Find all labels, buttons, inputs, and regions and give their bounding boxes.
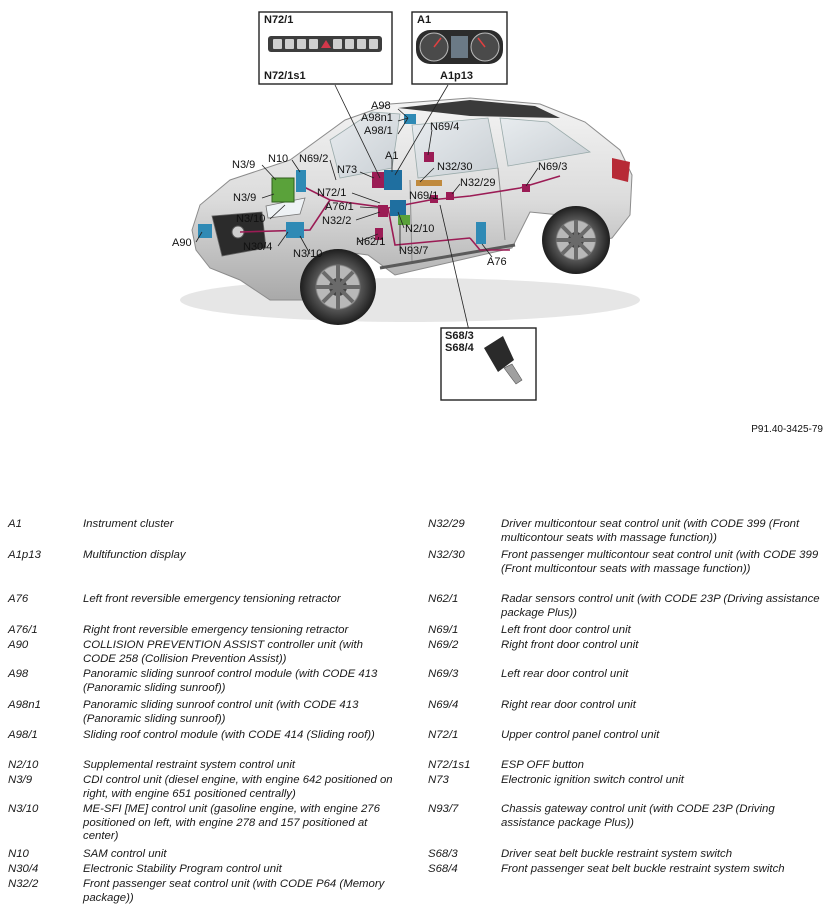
legend-code: N3/10 [8, 803, 39, 815]
callout-a90: A90 [172, 237, 192, 249]
legend-code: N30/4 [8, 863, 39, 875]
callout-n69-2: N69/2 [299, 153, 329, 165]
legend-code: N93/7 [428, 803, 459, 815]
legend-code: N32/29 [428, 518, 465, 530]
legend-code: A98/1 [8, 729, 38, 741]
component-a1 [384, 170, 402, 190]
callout-n10: N10 [268, 153, 289, 165]
legend-description: Front passenger multicontour seat control unit (with CODE 399 (Front multicontour seats with massage function)) [501, 549, 819, 575]
callout-a98-1: A98/1 [364, 125, 393, 137]
legend-code: N3/9 [8, 774, 33, 786]
callout-n72-1: N72/1 [317, 187, 347, 199]
legend-code: A98n1 [8, 699, 41, 711]
callout-n69-4: N69/4 [430, 121, 460, 133]
callout-n69-1: N69/1 [409, 190, 439, 202]
callout-n3-9-top: N3/9 [232, 159, 256, 171]
vehicle-illustration [0, 0, 833, 440]
callout-n73: N73 [337, 164, 358, 176]
legend-code: N62/1 [428, 593, 459, 605]
legend-description: Left front reversible emergency tensioning retractor [83, 593, 341, 605]
legend-description: Radar sensors control unit (with CODE 23P (Driving assistance package Plus)) [501, 593, 820, 619]
callout-n2-10: N2/10 [405, 223, 435, 235]
legend-description: Right rear door control unit [501, 699, 636, 711]
legend-code: N69/4 [428, 699, 459, 711]
legend-description: Electronic ignition switch control unit [501, 774, 684, 786]
legend-code: A76/1 [8, 624, 38, 636]
legend-description: Right front reversible emergency tensioning retractor [83, 624, 349, 636]
inset-label-s68-4: S68/4 [445, 342, 474, 354]
component-n10 [296, 170, 306, 192]
legend-description: Upper control panel control unit [501, 729, 660, 741]
legend-code: A76 [8, 593, 29, 605]
legend-description: ESP OFF button [501, 759, 584, 771]
callout-a98n1: A98n1 [361, 112, 393, 124]
component-n30-4 [286, 222, 304, 238]
legend-description: Driver multicontour seat control unit (with CODE 399 (Front multicontour seats with massage function)) [501, 518, 800, 544]
component-n3-9 [272, 178, 294, 202]
legend-description: Right front door control unit [501, 639, 639, 651]
rear-wheel [542, 206, 610, 274]
legend-description: Front passenger seat belt buckle restraint system switch [501, 863, 785, 875]
legend-description: Electronic Stability Program control unit [83, 863, 282, 875]
callout-a76: A76 [487, 256, 507, 268]
legend-description: Left rear door control unit [501, 668, 629, 680]
legend-code: N2/10 [8, 759, 39, 771]
legend-code: N10 [8, 848, 29, 860]
callout-n62-1: N62/1 [356, 236, 386, 248]
legend-code: A1 [8, 518, 22, 530]
callout-a1: A1 [385, 150, 399, 162]
front-wheel [300, 249, 376, 325]
vehicle-component-diagram [0, 0, 833, 440]
legend-description: Sliding roof control module (with CODE 414 (Sliding roof)) [83, 729, 375, 741]
legend-description: Multifunction display [83, 549, 186, 561]
component-n2-10 [390, 200, 406, 216]
inset-label-s68-3: S68/3 [445, 330, 474, 342]
legend-description: Supplemental restraint system control unit [83, 759, 296, 771]
legend-code: A90 [8, 639, 29, 651]
legend-description: Panoramic sliding sunroof control module (with CODE 413 (Panoramic sliding sunroof)) [83, 668, 378, 694]
component-n69-4 [424, 152, 434, 162]
legend-description: Left front door control unit [501, 624, 631, 636]
legend-code: A98 [8, 668, 29, 680]
legend-code: N32/2 [8, 878, 39, 890]
callout-n30-4: N30/4 [243, 241, 273, 253]
inset-label-a1p13: A1p13 [440, 70, 474, 82]
callout-n32-2: N32/2 [322, 215, 352, 227]
figure-reference: P91.40-3425-79 [751, 424, 823, 435]
legend-description: Chassis gateway control unit (with CODE 23P (Driving assistance package Plus)) [501, 803, 775, 829]
callout-a76-1: A76/1 [325, 201, 354, 213]
legend-code: N72/1 [428, 729, 459, 741]
taillight [612, 158, 630, 182]
legend-code: N72/1s1 [428, 759, 471, 771]
legend-code: N69/3 [428, 668, 459, 680]
legend-code: N69/2 [428, 639, 459, 651]
legend-description: Driver seat belt buckle restraint system switch [501, 848, 733, 860]
inset-label-n72-1: N72/1 [264, 14, 294, 26]
callout-n3-10-bottom: N3/10 [293, 248, 323, 260]
callout-n3-10-left: N3/10 [236, 213, 266, 225]
legend-code: S68/4 [428, 863, 458, 875]
callout-n93-7: N93/7 [399, 245, 429, 257]
callout-n32-29: N32/29 [460, 177, 496, 189]
component-n32-2 [378, 205, 388, 217]
callout-a98: A98 [371, 100, 391, 112]
component-n32-30 [416, 180, 442, 186]
inset-label-n72-1s1: N72/1s1 [264, 70, 306, 82]
legend-code: N73 [428, 774, 449, 786]
legend-description: CDI control unit (diesel engine, with engine 642 positioned on right, with engine 651 positioned centrally) [83, 774, 393, 800]
component-a76 [476, 222, 486, 244]
callout-n69-3: N69/3 [538, 161, 568, 173]
inset-label-a1: A1 [417, 14, 432, 26]
legend-code: A1p13 [8, 549, 41, 561]
legend-code: S68/3 [428, 848, 458, 860]
legend-description: COLLISION PREVENTION ASSIST controller unit (with CODE 258 (Collision Prevention Assist)) [83, 639, 363, 665]
legend-description: Front passenger seat control unit (with CODE P64 (Memory package)) [83, 878, 385, 904]
legend-description: ME-SFI [ME] control unit (gasoline engine, with engine 276 positioned on left, with engine 278 and 157 positioned at center) [83, 803, 380, 842]
legend-description: Panoramic sliding sunroof control unit (with CODE 413 (Panoramic sliding sunroof)) [83, 699, 359, 725]
component-n69-3 [522, 184, 530, 192]
legend-code: N69/1 [428, 624, 459, 636]
legend-code: N32/30 [428, 549, 465, 561]
callout-n3-9-mid: N3/9 [233, 192, 257, 204]
callout-n32-30: N32/30 [437, 161, 473, 173]
legend-description: Instrument cluster [83, 518, 174, 530]
legend-description: SAM control unit [83, 848, 167, 860]
